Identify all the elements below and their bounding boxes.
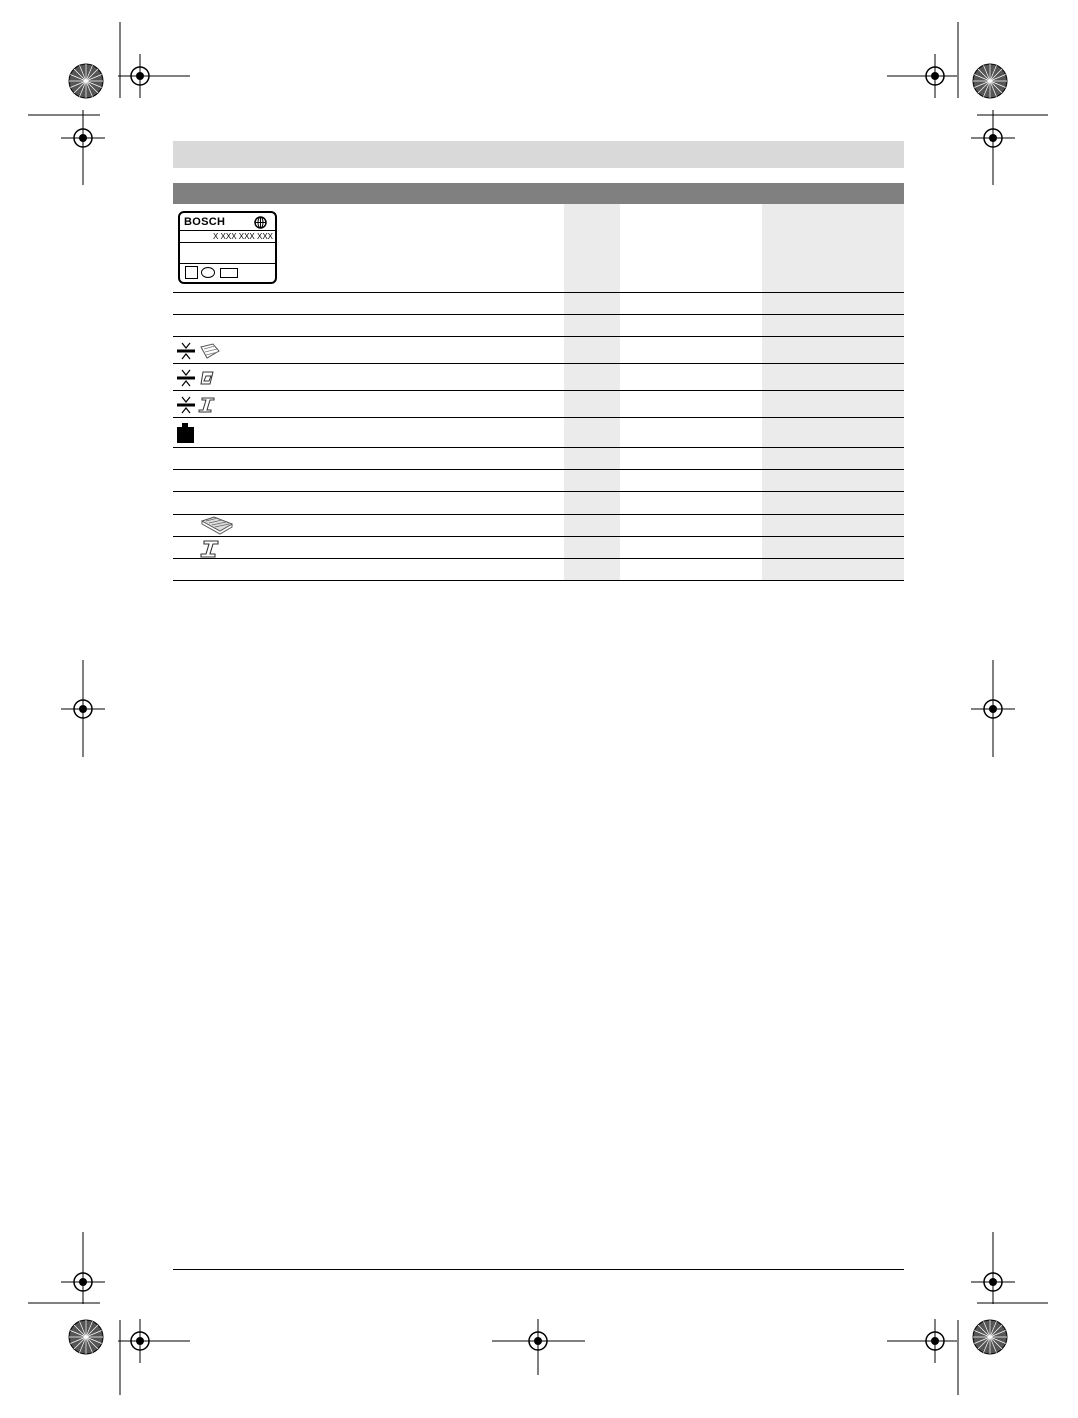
nameplate-graphic <box>178 211 277 284</box>
metal-profile-icon <box>199 539 223 559</box>
row-rule <box>173 363 904 364</box>
globe-icon <box>254 216 267 229</box>
wood-icon <box>200 515 234 535</box>
table-header-bar <box>173 183 904 204</box>
row-rule <box>173 314 904 315</box>
nameplate-line-3 <box>180 263 275 264</box>
row-rule <box>173 292 904 293</box>
nameplate-circle <box>201 267 215 278</box>
row-rule <box>173 536 904 537</box>
nameplate-brand: BOSCH <box>184 216 226 228</box>
header-band <box>173 141 904 168</box>
row-rule <box>173 336 904 337</box>
nameplate-line-2 <box>180 242 275 243</box>
row-rule <box>173 469 904 470</box>
row-rule <box>173 447 904 448</box>
nameplate-line-1 <box>180 230 275 231</box>
footer-rule <box>173 1269 904 1270</box>
column-shade-1 <box>564 204 620 581</box>
row-rule <box>173 491 904 492</box>
cutting-depth-steel-icon <box>175 395 221 415</box>
row-rule <box>173 580 904 581</box>
nameplate-square <box>185 266 198 279</box>
nameplate-number: X XXX XXX XXX <box>212 232 273 241</box>
weight-icon <box>176 422 196 444</box>
row-rule <box>173 390 904 391</box>
column-shade-2 <box>762 204 904 581</box>
row-rule <box>173 514 904 515</box>
row-rule <box>173 417 904 418</box>
cutting-depth-wood-icon <box>175 341 221 361</box>
nameplate-rectangle <box>220 268 238 278</box>
row-rule <box>173 558 904 559</box>
cutting-depth-aluminium-icon <box>175 368 221 388</box>
